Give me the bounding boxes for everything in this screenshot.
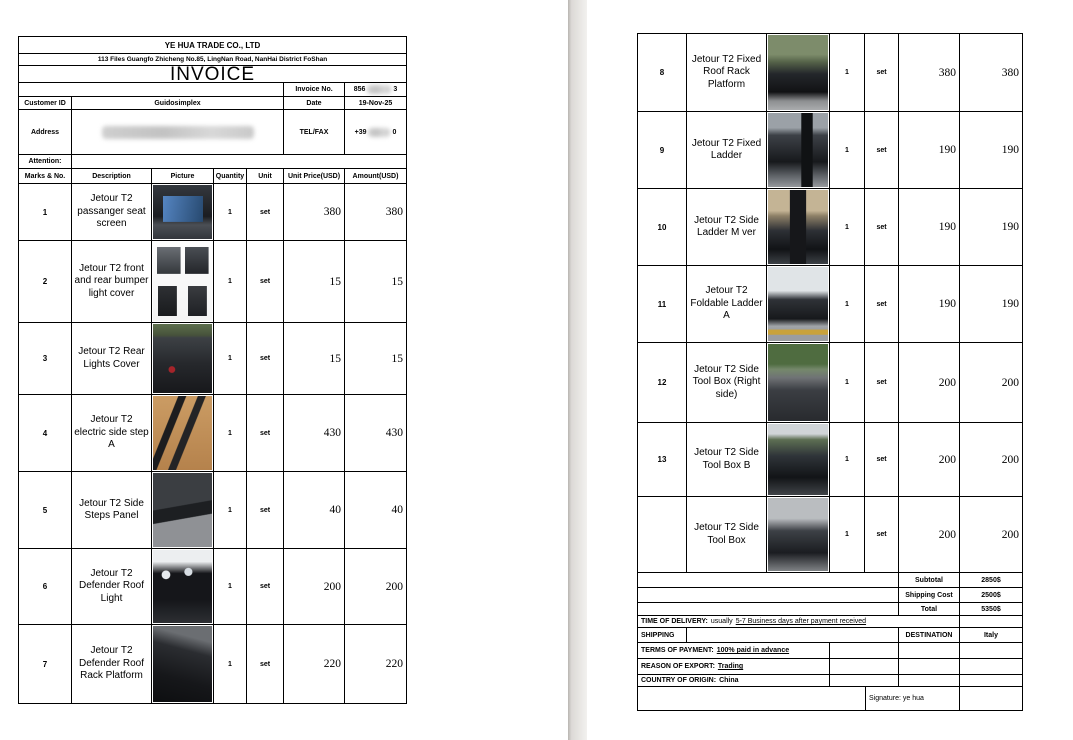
table-row xyxy=(19,472,406,549)
page-title: INVOICE xyxy=(169,66,256,82)
header-quantity: Quantity xyxy=(214,169,247,183)
item-unit-price: 430 xyxy=(284,395,345,471)
empty-cell xyxy=(830,659,899,674)
item-number: 1 xyxy=(19,184,72,240)
item-unit-price: 380 xyxy=(899,34,960,111)
total-value: 5350$ xyxy=(981,605,1001,613)
empty-cell xyxy=(960,687,1022,710)
item-description: Jetour T2 Defender Roof Rack Platform xyxy=(72,625,152,703)
delivery-value: 5-7 Business days after payment received xyxy=(735,618,867,625)
item-unit-price: 190 xyxy=(899,112,960,188)
export-reason xyxy=(638,659,830,674)
item-number: 2 xyxy=(19,241,72,322)
header-marks: Marks & No. xyxy=(19,169,72,183)
item-description: Jetour T2 Side Ladder M ver xyxy=(687,189,767,265)
item-picture-cell xyxy=(767,34,830,111)
item-number: 3 xyxy=(19,323,72,394)
empty-cell xyxy=(960,659,1022,674)
item-quantity: 1 xyxy=(830,189,865,265)
item-picture-cell xyxy=(152,549,214,624)
item-description: Jetour T2 Defender Roof Light xyxy=(72,549,152,624)
subtotal-label: Subtotal xyxy=(899,573,960,587)
defender-roof-rack-photo xyxy=(153,626,212,702)
item-description: Jetour T2 Side Tool Box B xyxy=(687,423,767,496)
table-row xyxy=(638,497,1022,573)
delivery-prefix: usually xyxy=(710,618,733,625)
telfax-label: TEL/FAX xyxy=(284,110,345,154)
invoice-page-2 xyxy=(637,33,1023,711)
item-unit: set xyxy=(865,34,899,111)
invoice-no-value xyxy=(345,83,406,96)
item-number: 7 xyxy=(19,625,72,703)
customer-id-row xyxy=(19,97,406,110)
item-number: 8 xyxy=(638,34,687,111)
attention-label: Attention: xyxy=(19,155,72,168)
item-description: Jetour T2 electric side step A xyxy=(72,395,152,471)
item-quantity: 1 xyxy=(830,497,865,572)
item-amount: 190 xyxy=(1001,298,1019,310)
fixed-roof-rack-photo xyxy=(768,35,828,110)
tel-prefix: +39 xyxy=(354,128,367,136)
shipping-cost-row xyxy=(638,588,1022,603)
table-row xyxy=(19,549,406,625)
electric-side-step-photo xyxy=(153,396,212,470)
item-number: 11 xyxy=(638,266,687,342)
empty-cell xyxy=(960,675,1022,686)
payment-terms xyxy=(638,643,830,658)
item-quantity: 1 xyxy=(830,343,865,422)
item-picture-cell xyxy=(767,343,830,422)
payment-label: TERMS OF PAYMENT: xyxy=(641,647,714,654)
item-description: Jetour T2 Side Tool Box (Right side) xyxy=(687,343,767,422)
item-amount: 190 xyxy=(1001,144,1019,156)
item-description: Jetour T2 front and rear bumper light cover xyxy=(72,241,152,322)
item-amount: 200 xyxy=(1001,376,1019,389)
origin-row xyxy=(638,675,1022,687)
item-unit-price: 380 xyxy=(284,184,345,240)
signature: Signature: ye hua xyxy=(865,687,960,710)
company-name-row xyxy=(19,37,406,54)
item-unit-price: 200 xyxy=(899,343,960,422)
side-ladder-m-photo xyxy=(768,190,828,264)
item-unit: set xyxy=(247,323,284,394)
item-unit: set xyxy=(865,112,899,188)
item-quantity: 1 xyxy=(214,395,247,471)
shipping-label: SHIPPING xyxy=(638,628,687,642)
header-unit: Unit xyxy=(247,169,284,183)
empty-cell xyxy=(638,603,899,615)
item-amount: 380 xyxy=(1001,66,1019,79)
attention-value xyxy=(72,155,406,168)
item-picture-cell xyxy=(767,423,830,496)
items-page-1 xyxy=(19,184,406,703)
table-row xyxy=(19,184,406,241)
empty-cell xyxy=(638,573,899,587)
delivery-row xyxy=(638,616,1022,628)
company-name: YE HUA TRADE CO., LTD xyxy=(164,40,261,50)
item-amount: 380 xyxy=(385,206,403,218)
subtotal-row xyxy=(638,573,1022,588)
item-unit: set xyxy=(247,184,284,240)
item-unit: set xyxy=(865,497,899,572)
item-unit-price: 15 xyxy=(284,241,345,322)
total-label: Total xyxy=(899,603,960,615)
item-quantity: 1 xyxy=(830,266,865,342)
passenger-seat-screen-photo xyxy=(153,185,212,239)
item-description: Jetour T2 Foldable Ladder A xyxy=(687,266,767,342)
shipping-cost-value: 2500$ xyxy=(981,591,1001,599)
item-amount: 200 xyxy=(385,580,403,593)
customer-id-value: Guidosimplex xyxy=(72,97,284,109)
item-unit-price: 200 xyxy=(899,423,960,496)
side-tool-box-right-photo xyxy=(768,344,828,421)
shipping-row xyxy=(638,628,1022,643)
side-steps-panel-photo xyxy=(153,473,212,547)
delivery-terms xyxy=(638,616,960,627)
date-label: Date xyxy=(284,97,345,109)
header-picture: Picture xyxy=(152,169,214,183)
item-unit: set xyxy=(865,189,899,265)
item-picture-cell xyxy=(152,472,214,548)
table-row xyxy=(638,34,1022,112)
item-quantity: 1 xyxy=(214,184,247,240)
payment-value: 100% paid in advance xyxy=(716,647,790,654)
customer-id-label: Customer ID xyxy=(19,97,72,109)
item-unit-price: 220 xyxy=(284,625,345,703)
destination-value: Italy xyxy=(983,631,998,639)
item-amount: 200 xyxy=(1001,528,1019,541)
item-description: Jetour T2 Side Steps Panel xyxy=(72,472,152,548)
invoice-no-label: Invoice No. xyxy=(284,83,345,96)
table-row xyxy=(19,323,406,395)
item-picture-cell xyxy=(767,189,830,265)
item-number: 5 xyxy=(19,472,72,548)
item-quantity: 1 xyxy=(214,472,247,548)
table-row xyxy=(638,189,1022,266)
item-description: Jetour T2 passanger seat screen xyxy=(72,184,152,240)
item-quantity: 1 xyxy=(214,549,247,624)
item-unit: set xyxy=(247,395,284,471)
foldable-ladder-photo xyxy=(768,267,828,341)
item-number: 4 xyxy=(19,395,72,471)
attention-row xyxy=(19,155,406,169)
item-unit: set xyxy=(247,241,284,322)
item-quantity: 1 xyxy=(830,423,865,496)
header-unit-price: Unit Price(USD) xyxy=(284,169,345,183)
company-address-row xyxy=(19,54,406,66)
item-amount: 430 xyxy=(385,427,403,439)
total-row xyxy=(638,603,1022,616)
delivery-label: TIME OF DELIVERY: xyxy=(641,618,708,625)
item-number: 10 xyxy=(638,189,687,265)
empty-cell xyxy=(899,643,960,658)
table-row xyxy=(19,625,406,703)
item-picture-cell xyxy=(767,497,830,572)
date-value: 19-Nov-25 xyxy=(358,99,393,107)
invoice-no-prefix: 856 xyxy=(353,86,366,93)
address-row xyxy=(19,110,406,155)
signature-row xyxy=(638,687,1022,710)
telfax-value xyxy=(345,110,406,154)
item-number: 12 xyxy=(638,343,687,422)
item-unit: set xyxy=(865,266,899,342)
item-unit: set xyxy=(865,423,899,496)
header-amount: Amount(USD) xyxy=(352,172,399,180)
table-row xyxy=(19,241,406,323)
origin xyxy=(638,675,830,686)
payment-terms-row xyxy=(638,643,1022,659)
table-row xyxy=(638,112,1022,189)
item-unit: set xyxy=(247,472,284,548)
empty-cell xyxy=(638,588,899,602)
items-page-2 xyxy=(638,34,1022,573)
item-quantity: 1 xyxy=(830,34,865,111)
invoice-number-row xyxy=(19,83,406,97)
bumper-light-cover-photo xyxy=(153,242,212,321)
empty-cell xyxy=(830,643,899,658)
empty-cell xyxy=(687,628,899,642)
table-row xyxy=(638,423,1022,497)
item-amount: 200 xyxy=(1001,453,1019,466)
item-unit-price: 15 xyxy=(284,323,345,394)
table-header-row xyxy=(19,169,406,184)
reason-label: REASON OF EXPORT: xyxy=(641,663,715,670)
subtotal-value: 2850$ xyxy=(981,576,1001,584)
item-quantity: 1 xyxy=(214,625,247,703)
invoice-no-suffix: 3 xyxy=(393,86,398,93)
item-description: Jetour T2 Rear Lights Cover xyxy=(72,323,152,394)
origin-label: COUNTRY OF ORIGIN: xyxy=(641,677,717,684)
item-picture-cell xyxy=(152,241,214,322)
item-number: 6 xyxy=(19,549,72,624)
table-row xyxy=(638,266,1022,343)
defender-roof-light-photo xyxy=(153,550,212,623)
item-quantity: 1 xyxy=(830,112,865,188)
rear-lights-cover-photo xyxy=(153,324,212,393)
item-unit: set xyxy=(865,343,899,422)
reason-value: Trading xyxy=(717,663,744,670)
empty-cell xyxy=(19,83,284,96)
item-picture-cell xyxy=(767,112,830,188)
item-number xyxy=(638,497,687,572)
item-unit-price: 200 xyxy=(899,497,960,572)
item-amount: 40 xyxy=(391,504,403,516)
item-unit: set xyxy=(247,625,284,703)
item-unit: set xyxy=(247,549,284,624)
empty-cell xyxy=(830,675,899,686)
fixed-ladder-photo xyxy=(768,113,828,187)
tel-suffix: 0 xyxy=(392,128,397,136)
origin-value: China xyxy=(719,677,739,684)
item-unit-price: 200 xyxy=(284,549,345,624)
side-tool-box-photo xyxy=(768,498,828,571)
invoice-page-1 xyxy=(18,36,407,704)
item-unit-price: 40 xyxy=(284,472,345,548)
item-picture-cell xyxy=(152,323,214,394)
empty-cell xyxy=(638,687,865,710)
destination-label: DESTINATION xyxy=(899,628,960,642)
empty-cell xyxy=(899,659,960,674)
company-address: 113 Files Guangfo Zhicheng No.85, LingNan Road, NanHai District FoShan xyxy=(97,56,328,63)
item-picture-cell xyxy=(767,266,830,342)
item-number: 9 xyxy=(638,112,687,188)
item-amount: 15 xyxy=(391,352,403,365)
item-description: Jetour T2 Fixed Roof Rack Platform xyxy=(687,34,767,111)
item-amount: 220 xyxy=(385,658,403,670)
item-picture-cell xyxy=(152,395,214,471)
item-unit-price: 190 xyxy=(899,266,960,342)
item-quantity: 1 xyxy=(214,323,247,394)
redacted-phone xyxy=(368,128,390,137)
item-amount: 15 xyxy=(391,275,403,288)
item-picture-cell xyxy=(152,625,214,703)
item-description: Jetour T2 Fixed Ladder xyxy=(687,112,767,188)
page-gap-strip xyxy=(568,0,587,740)
address-label: Address xyxy=(19,110,72,154)
invoice-title-row xyxy=(19,66,406,83)
header-description: Description xyxy=(72,169,152,183)
side-tool-box-b-photo xyxy=(768,424,828,495)
table-row xyxy=(638,343,1022,423)
item-picture-cell xyxy=(152,184,214,240)
table-row xyxy=(19,395,406,472)
item-number: 13 xyxy=(638,423,687,496)
redacted-address xyxy=(102,126,254,139)
empty-cell xyxy=(960,616,1022,627)
empty-cell xyxy=(960,643,1022,658)
item-amount: 190 xyxy=(1001,221,1019,233)
empty-cell xyxy=(899,675,960,686)
shipping-cost-label: Shipping Cost xyxy=(899,588,960,602)
redacted-invoice-no xyxy=(367,85,391,94)
item-quantity: 1 xyxy=(214,241,247,322)
item-description: Jetour T2 Side Tool Box xyxy=(687,497,767,572)
export-reason-row xyxy=(638,659,1022,675)
item-unit-price: 190 xyxy=(899,189,960,265)
address-value xyxy=(72,110,284,154)
